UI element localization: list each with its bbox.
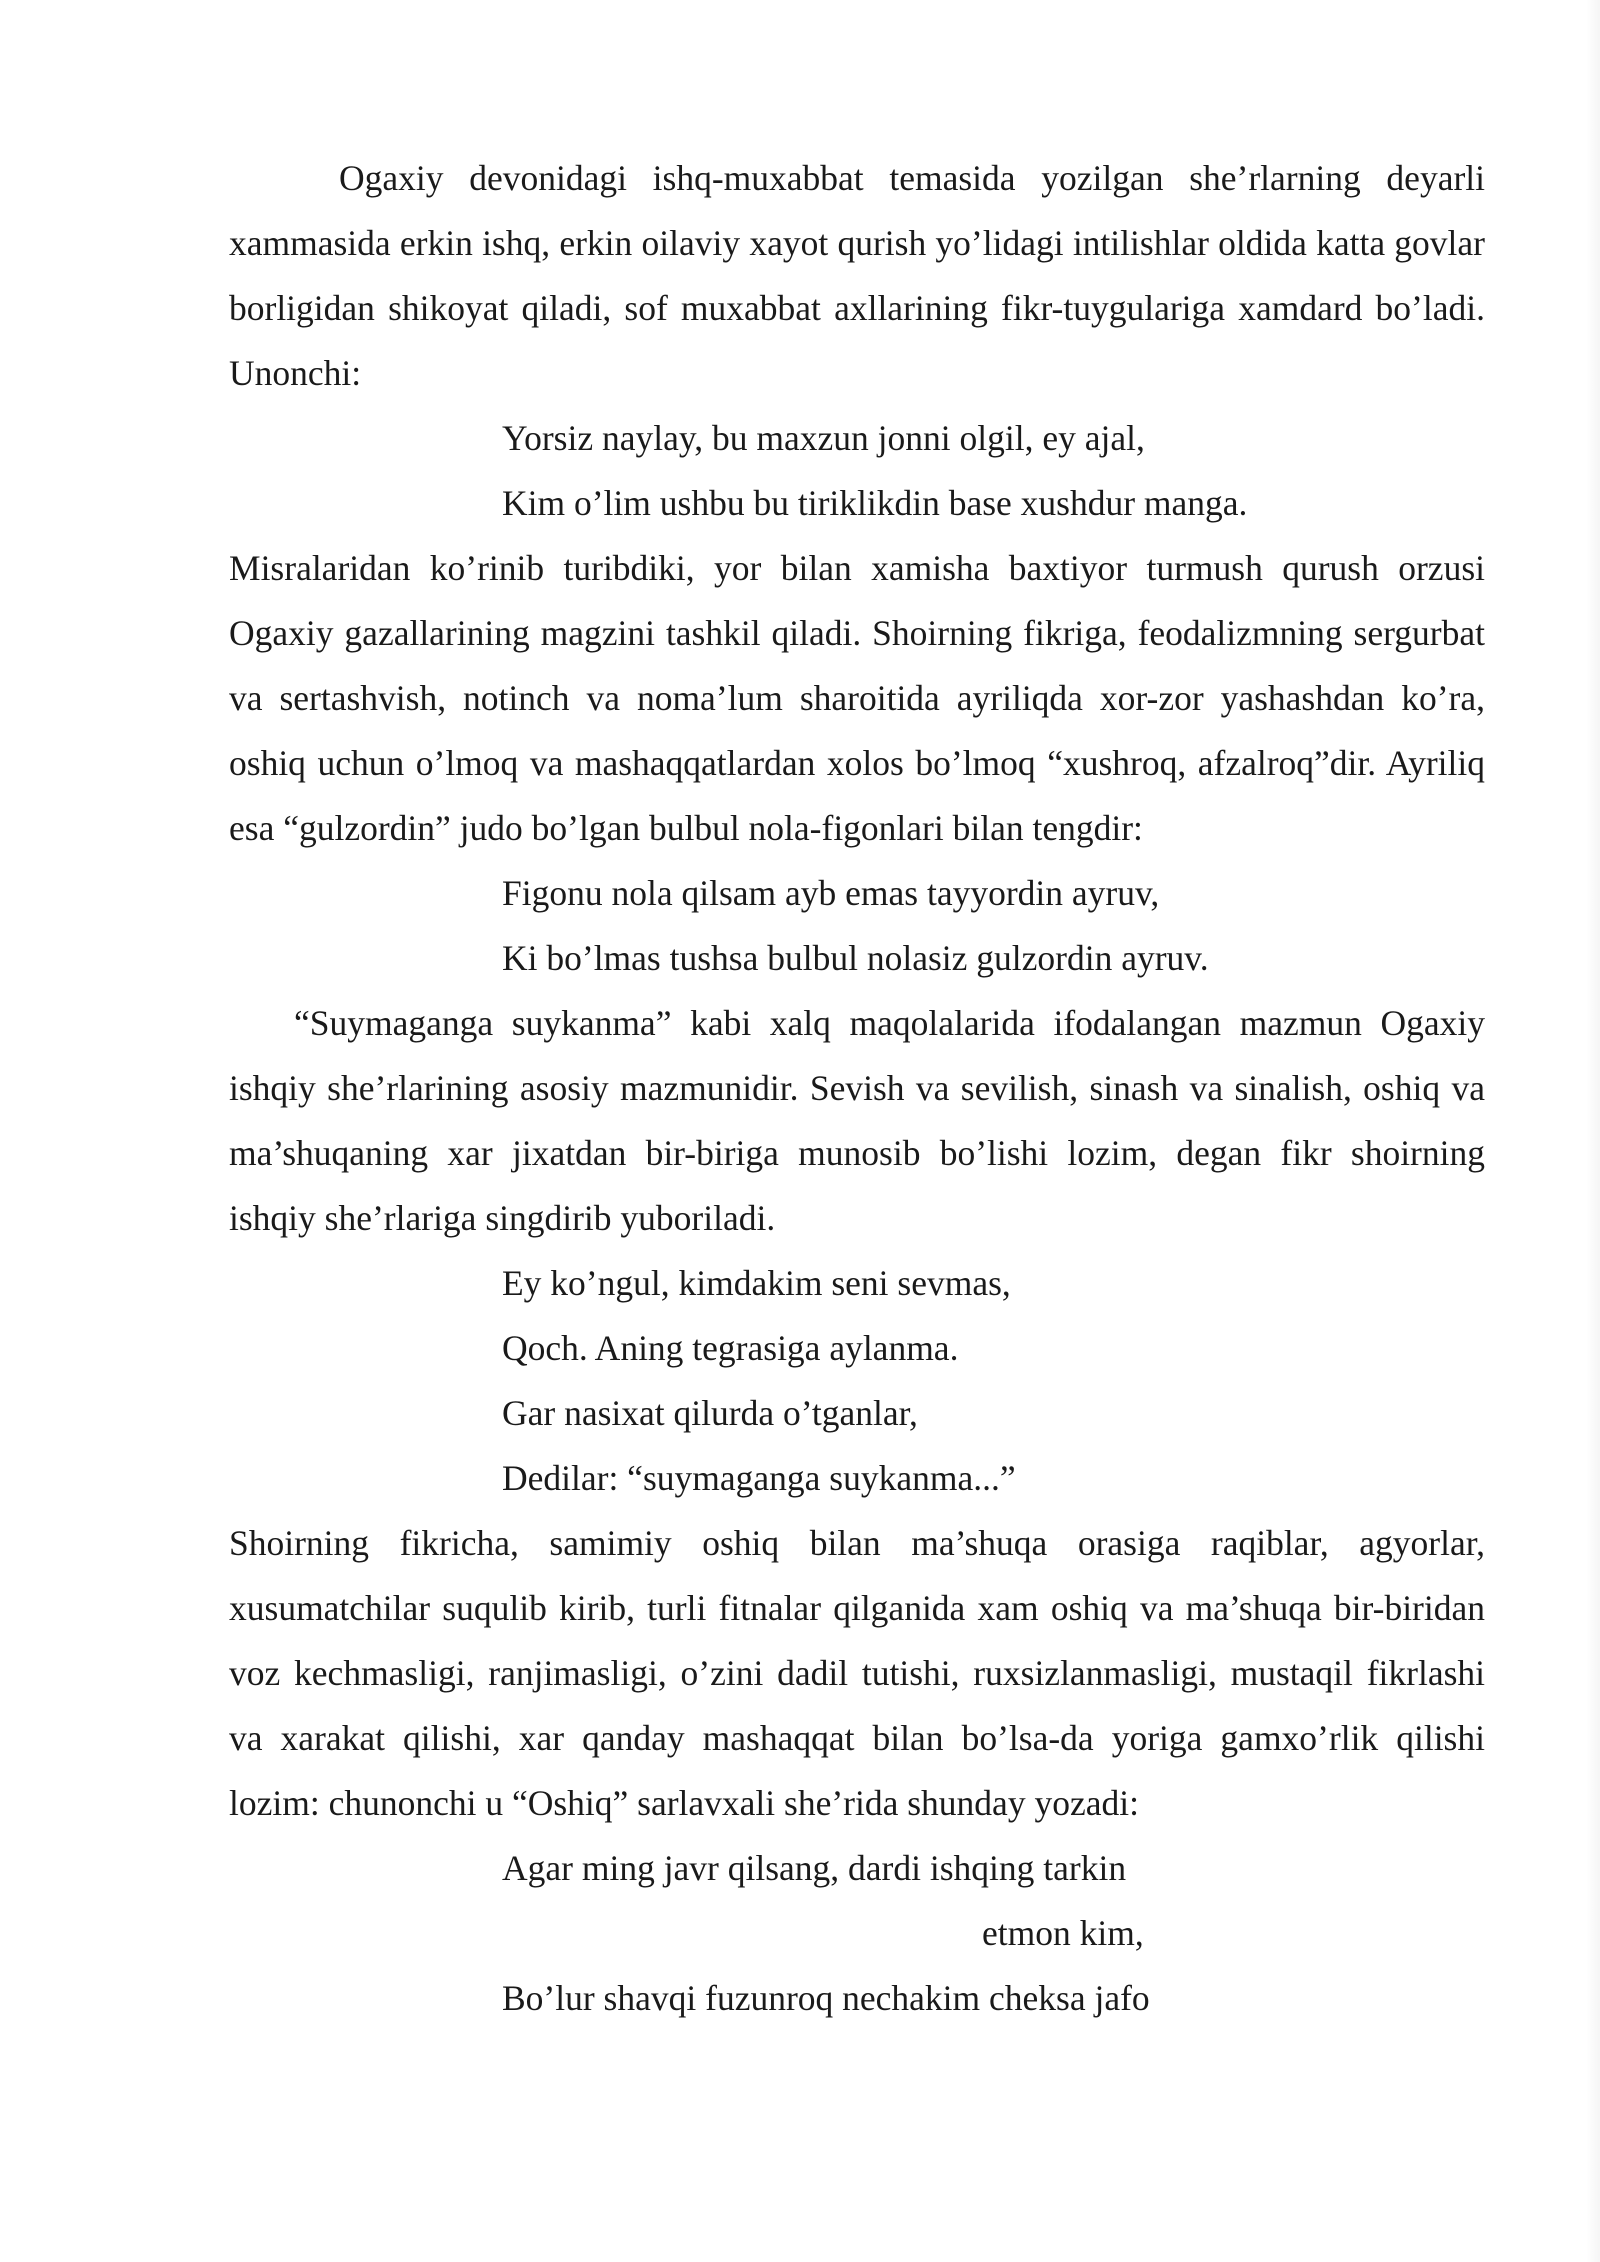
page-edge-shadow — [1586, 0, 1600, 2262]
verse-line: Gar nasixat qilurda o’tganlar, — [502, 1393, 918, 1433]
verse-line: Ki bo’lmas tushsa bulbul nolasiz gulzordin ayruv. — [502, 938, 1209, 978]
verse-line: Kim o’lim ushbu bu tiriklikdin base xushdur manga. — [502, 483, 1248, 523]
document-body — [229, 146, 1485, 2031]
verse-line: Bo’lur shavqi fuzunroq nechakim cheksa jafo — [502, 1978, 1150, 2018]
verse-line: Qoch. Aning tegrasiga aylanma. — [502, 1328, 959, 1368]
paragraph-misralaridan: Misralaridan ko’rinib turibdiki, yor bilan xamisha baxtiyor turmush qurush orzusi Ogaxiy gazallarining magzini tashkil qiladi. Shoirning fikriga, feodalizmning sergurbat va sertashvish, notinch va noma’lum sharoitida ayriliqda xor-zor yashashdan ko’ra, oshiq uchun o’lmoq va mashaqqatlardan xolos bo’lmoq “xushroq, afzalroq”dir. Ayriliq esa “gulzordin” judo bo’lgan bulbul nola-figonlari bilan tengdir: — [229, 548, 1485, 848]
paragraph-intro: Ogaxiy devonidagi ishq-muxabbat temasida yozilgan she’rlarning deyarli xammasida erkin ishq, erkin oilaviy xayot qurish yo’lidagi intilishlar oldida katta govlar borligidan shikoyat qiladi, sof muxabbat axllarining fikr-tuygulariga xamdard bo’ladi. Unonchi: — [229, 158, 1485, 393]
verse-line: Ey ko’ngul, kimdakim seni sevmas, — [502, 1263, 1011, 1303]
verse-line: Dedilar: “suymaganga suykanma...” — [502, 1458, 1016, 1498]
verse-line: Agar ming javr qilsang, dardi ishqing tarkin — [502, 1848, 1127, 1888]
verse-line-continuation: etmon kim, — [982, 1913, 1144, 1953]
paragraph-suymaganga: “Suymaganga suykanma” kabi xalq maqolalarida ifodalangan mazmun Ogaxiy ishqiy she’rlarining asosiy mazmunidir. Sevish va sevilish, sinash va sinalish, oshiq va ma’shuqaning xar jixatdan bir-biriga munosib bo’lishi lozim, degan fikr shoirning ishqiy she’rlariga singdirib yuboriladi. — [229, 1003, 1485, 1238]
verse-line: Figonu nola qilsam ayb emas tayyordin ayruv, — [502, 873, 1160, 913]
paragraph-shoirning: Shoirning fikricha, samimiy oshiq bilan ma’shuqa orasiga raqiblar, agyorlar, xusumatchilar suqulib kirib, turli fitnalar qilganida xam oshiq va ma’shuqa bir-biridan voz kechmasligi, ranjimasligi, o’zini dadil tutishi, ruxsizlanmasligi, mustaqil fikrlashi va xarakat qilishi, xar qanday mashaqqat bilan bo’lsa-da yoriga gamxo’rlik qilishi lozim: chunonchi u “Oshiq” sarlavxali she’rida shunday yozadi: — [229, 1523, 1485, 1823]
verse-line: Yorsiz naylay, bu maxzun jonni olgil, ey ajal, — [502, 418, 1145, 458]
